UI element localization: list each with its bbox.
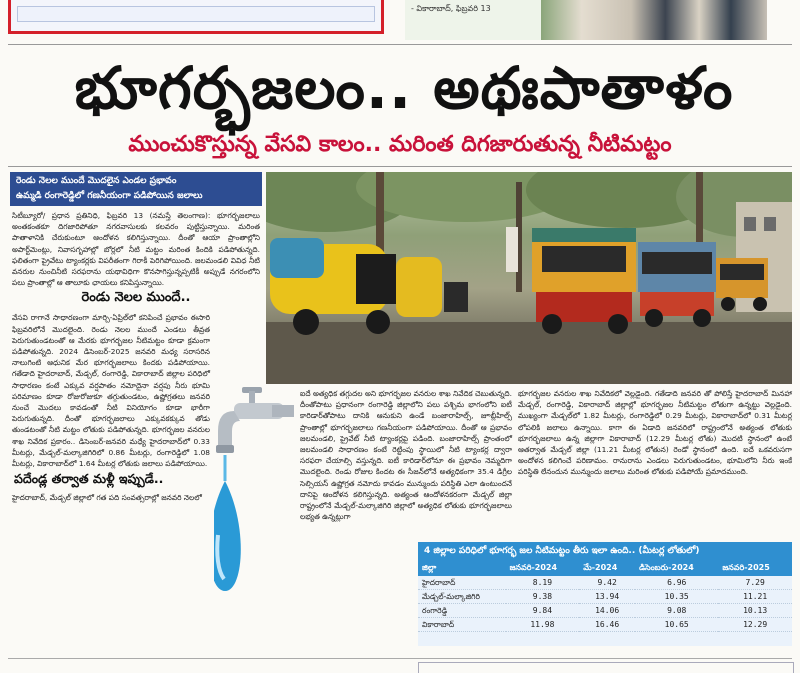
top-previous-article-inner (17, 6, 375, 22)
top-people-photo (541, 0, 767, 40)
cell-value: 9.08 (635, 604, 718, 618)
cell-value: 16.46 (579, 618, 635, 632)
cell-value: 12.29 (718, 618, 792, 632)
col-district: జిల్లా (418, 561, 506, 576)
tankers-illustration (266, 172, 792, 384)
top-previous-article-box (8, 0, 384, 34)
groundwater-table (418, 542, 792, 646)
col-jan-2024: జనవరి-2024 (506, 561, 580, 576)
groundwater-levels-table (418, 561, 792, 632)
bottom-next-article-strip (8, 656, 792, 672)
cell-district: వికారాబాద్ (418, 618, 506, 632)
cell-value: 9.84 (506, 604, 580, 618)
cell-value: 10.35 (635, 590, 718, 604)
cell-value: 14.06 (579, 604, 635, 618)
table-row (418, 576, 792, 590)
cell-value: 10.65 (635, 618, 718, 632)
table-row (418, 604, 792, 618)
cell-value: 10.13 (718, 604, 792, 618)
col-dec-2024: డిసెంబరు-2024 (635, 561, 718, 576)
cell-value: 8.19 (506, 576, 580, 590)
banner-line-1: రెండు నెలల ముందే మొదలైన ఎండల ప్రభావం (16, 176, 177, 186)
cell-value: 13.94 (579, 590, 635, 604)
middle-column (300, 388, 512, 522)
top-photo-caption: - వికారాబాద్, ఫిబ్రవరి 13 (411, 4, 491, 13)
cell-district: హైదరాబాద్ (418, 576, 506, 590)
divider-bottom (8, 658, 792, 659)
subheadline: ముంచుకొస్తున్న వేసవి కాలం.. మరింత దిగజారుతున్న నీటిమట్టం (128, 132, 672, 157)
table-header-row (418, 561, 792, 576)
right-body: భూగర్భజల వనరుల శాఖ నివేదికలో వెల్లడైంది. గతేడాది జనవరి తో పోలిస్తే హైదరాబాద్ మినహా మేడ్చల్, రంగారెడ్డి, వికారాబాద్ జిల్లాల్లో భూగర్భజల నీటిమట్టం లోతుగా ఉన్నట్టు వెల్లడైంది. ముఖ్యంగా మేడ్చల్‌లో 1.82 మీటర్లు, రంగారెడ్డిలో 0.29 మీటర్లు, వికారాబాద్‌లో 0.31 మీటర్ల లోపలికి జలాలు ఉన్నాయి. కాగా ఈ ఏడాది జనవరిలో రాష్ట్రంలోనే అత్యంత లోతుకు భూగర్భజలాలు ఉన్న జిల్లాగా వికారాబాద్ (12.29 మీటర్ల లోతు) మొదటి స్థానంలో ఉంటే ఆతర్వాత మేడ్చల్ జిల్లా (11.21 మీటర్ల లోతున) రెండో స్థానంలో ఉంది. ఐదే ఒకవరుసగా అందోళన కలిగించే పరిణామం. రానురాను ఎండలు పెరుగుతుండటం, భూమిలోని నీరు ఇంకే పరిస్థితి లేనందున మున్ముందు జలాలు మరింత లోతుకు పడిపోయే ప్రమాదముంది. (518, 389, 792, 477)
subheading-ten-years: పదేండ్ల తర్వాత మళ్లీ ఇప్పుడే.. (14, 471, 164, 487)
cell-district: రంగారెడ్డి (418, 604, 506, 618)
table-row (418, 590, 792, 604)
col-may-2024: మే-2024 (579, 561, 635, 576)
tap-water-drop-illustration (214, 385, 294, 605)
tap-icon (214, 385, 294, 605)
table-title: 4 జిల్లాల పరిధిలో భూగర్భ జల నీటిమట్టం తీరు ఇలా ఉంది.. (మీటర్ల లోతులో) (418, 542, 792, 561)
left-banner (10, 172, 262, 206)
divider-top (8, 44, 792, 45)
body-paragraph-2: హైదరాబాద్, మేడ్చల్ జిల్లాలో గత పది సంవత్సరాల్లో జనవరి నెలలో (12, 493, 202, 503)
cell-value: 11.21 (718, 590, 792, 604)
cell-value: 9.42 (579, 576, 635, 590)
cell-district: మేడ్చల్-మల్కాజిగిరి (418, 590, 506, 604)
divider-under-headline (8, 166, 792, 167)
banner-line-2: ఉమ్మడి రంగారెడ్డిలో గణనీయంగా పడిపోయిన జలాలు (16, 191, 203, 201)
cell-value: 11.98 (506, 618, 580, 632)
water-tankers-photo (266, 172, 792, 384)
intro-paragraph: సిటీబ్యూరో/ ప్రధాన ప్రతినిధి, ఫిబ్రవరి 13 (నమస్తే తెలంగాణ): భూగర్భజలాలు అంతకంతకూ దిగజారిపోతూ నగరవాసులకు కలవరం పుట్టిస్తున్నాయి. మరింత పాతాళానికి చేరుకుంటూ ఆందోళన కలిగిస్తున్నాయి. దీంతో ఆయా ప్రాంతాల్లోని అపార్ట్‌మెంట్లు, నివాసగృహాల్లో బోర్లలో నీటి మట్టం మరింత కిందికి పడిపోతున్నది. ఫలితంగా ప్రైవేటు ట్యాంకర్లకు విపరీతంగా గిరాకీ పెరిగిపోయింది. జలమండలి వివిధ నీటి వనరుల నుంచినీటి సరఫరాను యథావిధిగా కొనసాగిస్తున్నప్పటికీ అప్పుడే నగరంలోని పలు ప్రాంతాల్లో ఆ తాలూకు ఛాయలు కనిపిస్తున్నాయి. (12, 211, 260, 288)
subheading-two-months: రెండు నెలల ముందే.. (81, 290, 191, 306)
cell-value: 9.38 (506, 590, 580, 604)
col-jan-2025: జనవరి-2025 (718, 561, 792, 576)
cell-value: 7.29 (718, 576, 792, 590)
body-paragraph-1: వేసవి రాగానే సాధారణంగా మార్చి-ఏప్రిల్‌లో కనిపించే ప్రభావం ఈసారి ఫిబ్రవరిలోనే మొదలైంది. రెండు నెలల ముందే ఎండలు తీవ్రత పెరుగుతుండటంతో ఆ మేరకు భూగర్భజల నీటిమట్టం కూడా క్రమంగా పడిపోతున్నది. 2024 డిసెంబర్-2025 జనవరి మధ్య సరాసరిన నాలుగింటి ఆధునిక మేర భూగర్భజలాలు కిందకు పడిపోయాయి. గతేడాది హైదరాబాద్, మేడ్చల్, రంగారెడ్డి, వికారాబాద్ జిల్లాల పరిధిలో సాధారణం కంటే ఎక్కువ వర్షపాతం నమోదైనా వర్షపు నీరు భూమి పరిమాణం కూడా రోజురోజుకూ తగ్గుతుండటం, ఉష్ణోగ్రతలు జనవరి నుంచే మొదలు కావడంతో నీటి వినియోగం కూడా భారీగా పెరుగుతున్నది. దీంతో భూగర్భజలాలు ఎక్కువకక్కువ తోడు తుండటంతో నీటి మట్టం లోతుకు పడిపోతున్నది. భూగర్భజల వనరుల శాఖ నివేదిక ప్రకారం.. డిసెంబర్-జనవరి మధ్యే హైదరాబాద్‌లో 0.33 మీటర్లు, మేడ్చల్-మల్కాజిగిరిలో 0.86 మీటర్లు, రంగారెడ్డిలో 1.08 మీటర్లు, వికారాబాద్‌లో 1.64 మీటర్ల లోతుకు జలాలు పడిపోయాయి. (12, 313, 210, 469)
right-column (518, 388, 792, 478)
middle-body: ఐదే అత్యధిక తగ్గుదల అని భూగర్భజల వనరుల శాఖ నివేదిక చెబుతున్నది. దీంతోపాటు ప్రధానంగా రంగారెడ్డి జిల్లాలోని పలు పశ్చిమ భాగంలోని ఐటీ కారిడార్‌తోపాటు దానికి ఆనుకుని ఉండే బంజారాహిల్స్, జూబ్లీహిల్స్ ప్రాంతాల్లో భూగర్భజలాలు గణనీయంగా పడిపోయాయి. దీంతో ఆ ప్రభావం జలమండలి, ప్రైవేట్ నీటి ట్యాంకర్లపై పడింది. బంజారాహిల్స్ ప్రాంతంలో జలమండలి సాధారణం కంటే రెట్టింపు స్థాయిలో నీటి ట్యాంకర్ల ద్వారా సరఫరా చేయాల్సి వస్తున్నది. ఐటీ కారిడార్‌లోనూ ఈ ప్రభావం నెమ్మదిగా మొదలైంది. రెండు రోజుల కిందట ఈ సీజన్‌లోనే అత్యధికంగా 35.4 డిగ్రీల సెల్సియస్ ఉష్ణోగ్రత నమోదు కావడం మున్ముందు పరిస్థితి ఎలా ఉంటుందనే దానిపై ఆందోళన కలిగిస్తున్నది. అత్యంత ఆందోళనకరంగా మేడ్చల్ జిల్లా రాష్ట్రంలోనే మేడ్చల్-మల్కాజిగిరి జిల్లాలో అత్యధిక లోతుకు భూగర్భజలాలు లభ్యత ఉన్నట్లుగా (300, 389, 512, 522)
bottom-next-article-box (418, 662, 794, 673)
cell-value: 6.96 (635, 576, 718, 590)
top-previous-photo-box (405, 0, 767, 40)
table-row (418, 618, 792, 632)
headline: భూగర్భజలం.. అథఃపాతాళం (74, 54, 734, 122)
